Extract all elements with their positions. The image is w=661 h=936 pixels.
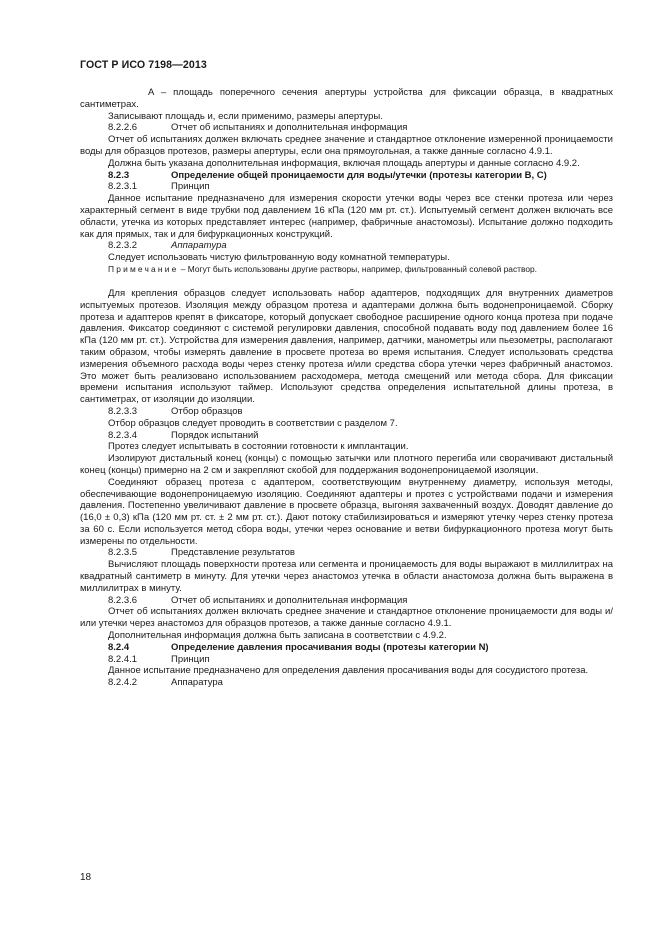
section-title: Отчет об испытаниях и дополнительная информация [171, 122, 408, 134]
note [80, 264, 613, 275]
paragraph: Отчет об испытаниях должен включать среднее значение и стандартное отклонение измеренной проницаемости воды для образцов протезов, размеры апертуры, если она прямоугольная, а также данные согласно 4.9.1. [80, 134, 613, 157]
section-title: Аппаратура [171, 240, 227, 252]
section-heading [80, 677, 613, 689]
paragraph: Должна быть указана дополнительная информация, включая площадь апертуры и данные согласно 4.9.2. [108, 157, 580, 169]
section-title: Отчет об испытаниях и дополнительная информация [171, 594, 408, 606]
section-number: 8.2.3.6 [108, 594, 138, 606]
section-number: 8.2.3.1 [108, 181, 138, 193]
paragraph: Изолируют дистальный конец (концы) с помощью затычки или плотного перегиба или сворачивают дистальный конец (концы) примерно на 2 см и закрепляют скобой для поддержания водонепроницаемой изоляции. [80, 453, 613, 476]
paragraph: Отчет об испытаниях должен включать среднее значение и стандартное отклонение проницаемости для воды и/или утечки через анастомоз для образцов протезов, а также данные согласно 4.9.1. [80, 606, 613, 630]
section-number: 8.2.3.4 [108, 429, 138, 441]
section-title: Аппаратура [171, 677, 223, 689]
section-heading [80, 122, 613, 134]
section-heading [80, 547, 613, 559]
section-number: 8.2.4.2 [108, 677, 138, 689]
section-title: Порядок испытаний [171, 429, 259, 441]
section-heading [80, 595, 613, 607]
section-title: Принцип [171, 653, 210, 665]
paragraph: Соединяют образец протеза с адаптером, соответствующим внутреннему диаметру, используя методы, обеспечивающие водонепроницаемую изоляцию. Соединяют адаптеры и протез с устройствами подачи и измерения давления. Постепенно увеличивают давление в просвете образца, выгоняя захваченный воздух. Доводят давление до (16,0 ± 0,3) кПа (120 мм рт. ст. ± 2 мм рт. ст.). Дают потоку стабилизироваться и измеряют утечку через стенку протеза за 60 с. Если используется метод сбора воды, утечки через основание и ветви бифуркационного протеза могут быть измерены по отдельности. [80, 476, 613, 547]
note-label: Примечание [108, 263, 179, 274]
section-heading [80, 170, 613, 182]
section-number: 8.2.2.6 [108, 122, 138, 134]
section-heading [80, 430, 613, 442]
section-title: Принцип [171, 181, 210, 193]
paragraph: Дополнительная информация должна быть записана в соответствии с 4.9.2. [108, 630, 447, 642]
section-number: 8.2.3.2 [108, 240, 138, 252]
paragraph: Вычисляют площадь поверхности протеза или сегмента и проницаемость для воды выражают в миллилитрах на квадратный сантиметр в минуту. Для утечки через анастомоз утечка в области анастомоза должна быть выражена в миллилитрах в минуту. [80, 559, 613, 594]
section-title: Представление результатов [171, 547, 295, 559]
paragraph: Данное испытание предназначено для измерения скорости утечки воды через все стенки протеза или через характерный сегмент в виде трубки под давлением 16 кПа (120 мм рт. ст.). Испытуемый сегмент должен включать все области, утечка из которых представляет интерес (например, фабричные анастомозы). Испытание должно подходить как для прямых, так и для бифуркационных конструкций. [80, 193, 613, 240]
spacer [80, 275, 613, 288]
section-number: 8.2.4 [108, 641, 130, 653]
section-heading [80, 406, 613, 418]
paragraph: Отбор образцов следует проводить в соответствии с разделом 7. [108, 417, 398, 429]
section-heading [80, 654, 613, 666]
section-number: 8.2.3.5 [108, 547, 138, 559]
section-title: Определение давления просачивания воды (протезы категории N) [171, 641, 489, 653]
paragraph: Записывают площадь и, если применимо, размеры апертуры. [108, 110, 383, 122]
section-number: 8.2.3 [108, 169, 130, 181]
document-body [80, 87, 613, 689]
page-number: 18 [80, 872, 92, 883]
paragraph: A – площадь поперечного сечения апертуры устройства для фиксации образца, в квадратных сантиметрах. [80, 87, 613, 110]
section-number: 8.2.3.3 [108, 405, 138, 417]
paragraph: Данное испытание предназначено для определения давления просачивания воды для сосудистого протеза. [108, 665, 589, 677]
note-text: – Могут быть использованы другие растворы, например, фильтрованный солевой раствор. [178, 263, 537, 274]
section-heading [80, 642, 613, 654]
document-header: ГОСТ Р ИСО 7198—2013 [80, 59, 207, 71]
section-heading [80, 240, 613, 252]
section-heading [80, 181, 613, 193]
section-number: 8.2.4.1 [108, 653, 138, 665]
paragraph: Протез следует испытывать в состоянии готовности к имплантации. [108, 441, 409, 453]
paragraph: Для крепления образцов следует использовать набор адаптеров, подходящих для внутренних диаметров испытуемых протезов. Изоляция между образцом протеза и адаптерами должна быть водонепроницаемой. Сборку протеза и адаптеров крепят в фиксаторе, который допускает свободное расширение одного конца протеза при подаче давления. Фиксатор соединяют с системой регулировки давления, способной подавать воду под давлением более 16 кПа (120 мм рт. ст.). Устройства для измерения давления, например, датчики, манометры или пьезометры, располагают таким образом, чтобы измерять давление в просвете протеза во время испытания. Следует использовать средства измерения объемного расхода воды через стенку протеза и/или средства сбора утечки через фабричный анастомоз. Это может быть реализовано использованием расходомера, метода смещений или метода сбора. Для фиксации времени испытания используют таймер. Используют средства определения испытательной длины протеза, в сантиметрах, от изоляции до изоляции. [80, 287, 613, 406]
section-title: Отбор образцов [171, 405, 243, 417]
paragraph: Следует использовать чистую фильтрованную воду комнатной температуры. [108, 252, 450, 264]
section-title: Определение общей проницаемости для воды/утечки (протезы категории B, C) [171, 169, 547, 181]
